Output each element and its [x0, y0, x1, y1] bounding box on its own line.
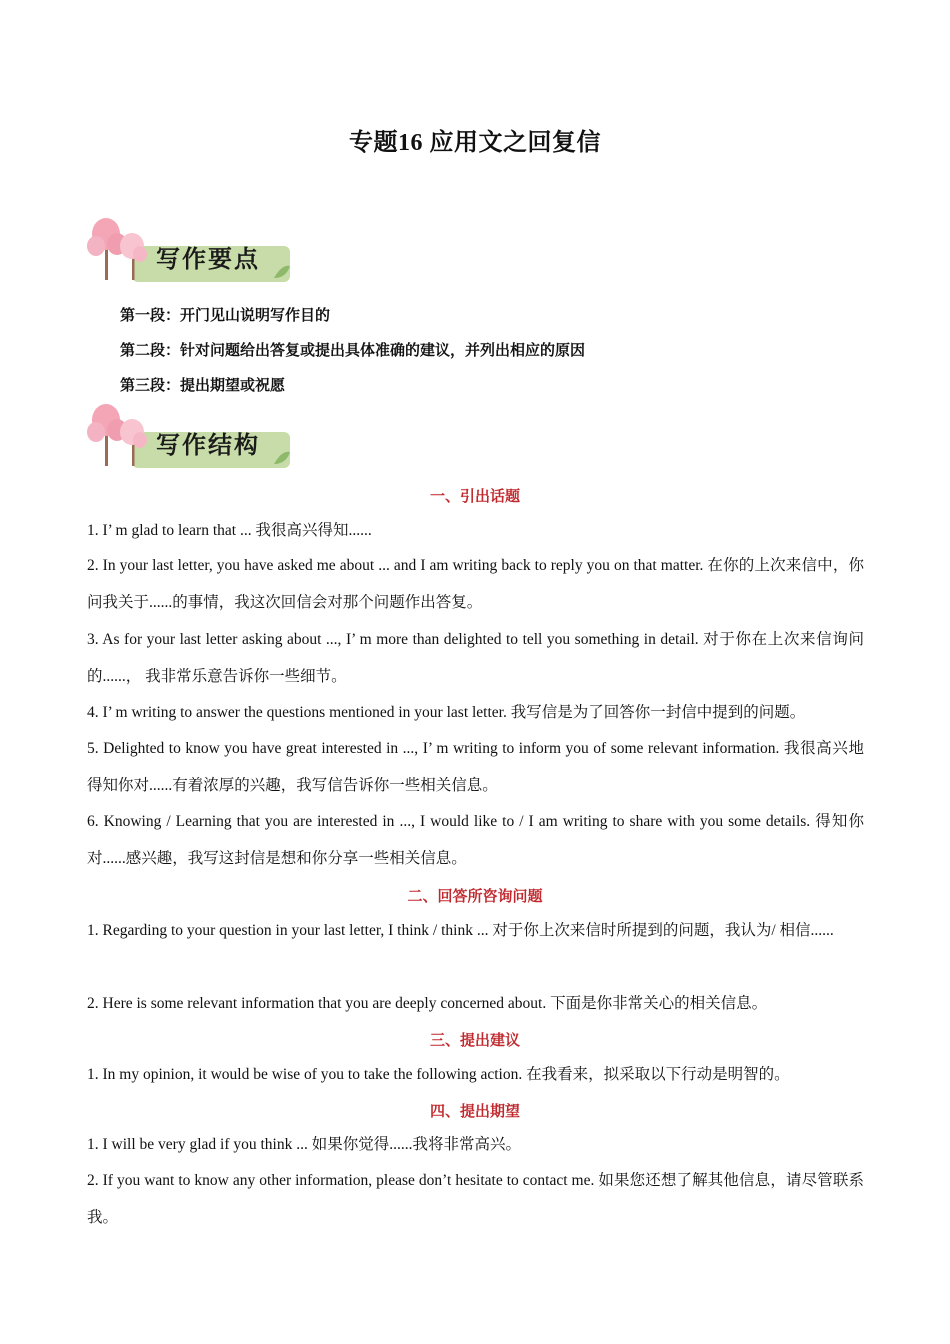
- point-item: 第三段：提出期望或祝愿: [120, 376, 286, 394]
- phrase-item: 2. If you want to know any other information, please don’t hesitate to contact me. 如果您还想了解其他信息，请尽管联系我。: [87, 1172, 864, 1226]
- phrase-item: 4. I’ m writing to answer the questions mentioned in your last letter. 我写信是为了回答你一封信中提到的问题。: [87, 704, 806, 721]
- section-heading-advice: 三、提出建议: [429, 1031, 520, 1049]
- point-item: 第一段：开门见山说明写作目的: [120, 306, 331, 324]
- phrase-item: 3. As for your last letter asking about ..., I’ m more than delighted to tell you something in detail. 对于你在上次来信询问的......， 我非常乐意告诉你一些细节。: [87, 631, 864, 685]
- banner-writing-points: [86, 212, 296, 284]
- page-title: 专题16 应用文之回复信: [349, 130, 601, 156]
- points-list: [120, 298, 860, 403]
- section-heading-intro: 一、引出话题: [429, 487, 520, 505]
- point-item: 第二段：针对问题给出答复或提出具体准确的建议，并列出相应的原因: [120, 341, 586, 359]
- phrase-item: 2. Here is some relevant information that you are deeply concerned about. 下面是你非常关心的相关信息。: [87, 995, 768, 1012]
- phrase-item: 1. I will be very glad if you think ... 如果你觉得......我将非常高兴。: [87, 1136, 521, 1153]
- banner-writing-structure: [86, 398, 296, 470]
- banner-label: 写作要点: [156, 245, 260, 273]
- section-heading-answer: 二、回答所咨询问题: [407, 887, 543, 905]
- phrase-item: 6. Knowing / Learning that you are interested in ..., I would like to / I am writing to share with you some details. 得知你对......感兴趣，我写这封信是想和你分享一些相关信息。: [87, 813, 864, 867]
- banner-label: 写作结构: [156, 431, 260, 459]
- phrase-item: 5. Delighted to know you have great interested in ..., I’ m writing to inform you of some relevant information. 我很高兴地得知你对......有着浓厚的兴趣，我写信告诉你一些相关信息。: [87, 740, 864, 794]
- phrase-item: 1. In my opinion, it would be wise of you to take the following action. 在我看来，拟采取以下行动是明智的。: [87, 1066, 790, 1083]
- phrase-item: 2. In your last letter, you have asked me about ... and I am writing back to reply you on that matter. 在你的上次来信中，你问我关于......的事情，我这次回信会对那个问题作出答复。: [87, 557, 864, 611]
- phrase-item: 1. Regarding to your question in your last letter, I think / think ... 对于你上次来信时所提到的问题，我认为/ 相信......: [87, 922, 834, 939]
- section-heading-hope: 四、提出期望: [429, 1102, 520, 1120]
- phrase-item: 1. I’ m glad to learn that ... 我很高兴得知......: [87, 522, 372, 539]
